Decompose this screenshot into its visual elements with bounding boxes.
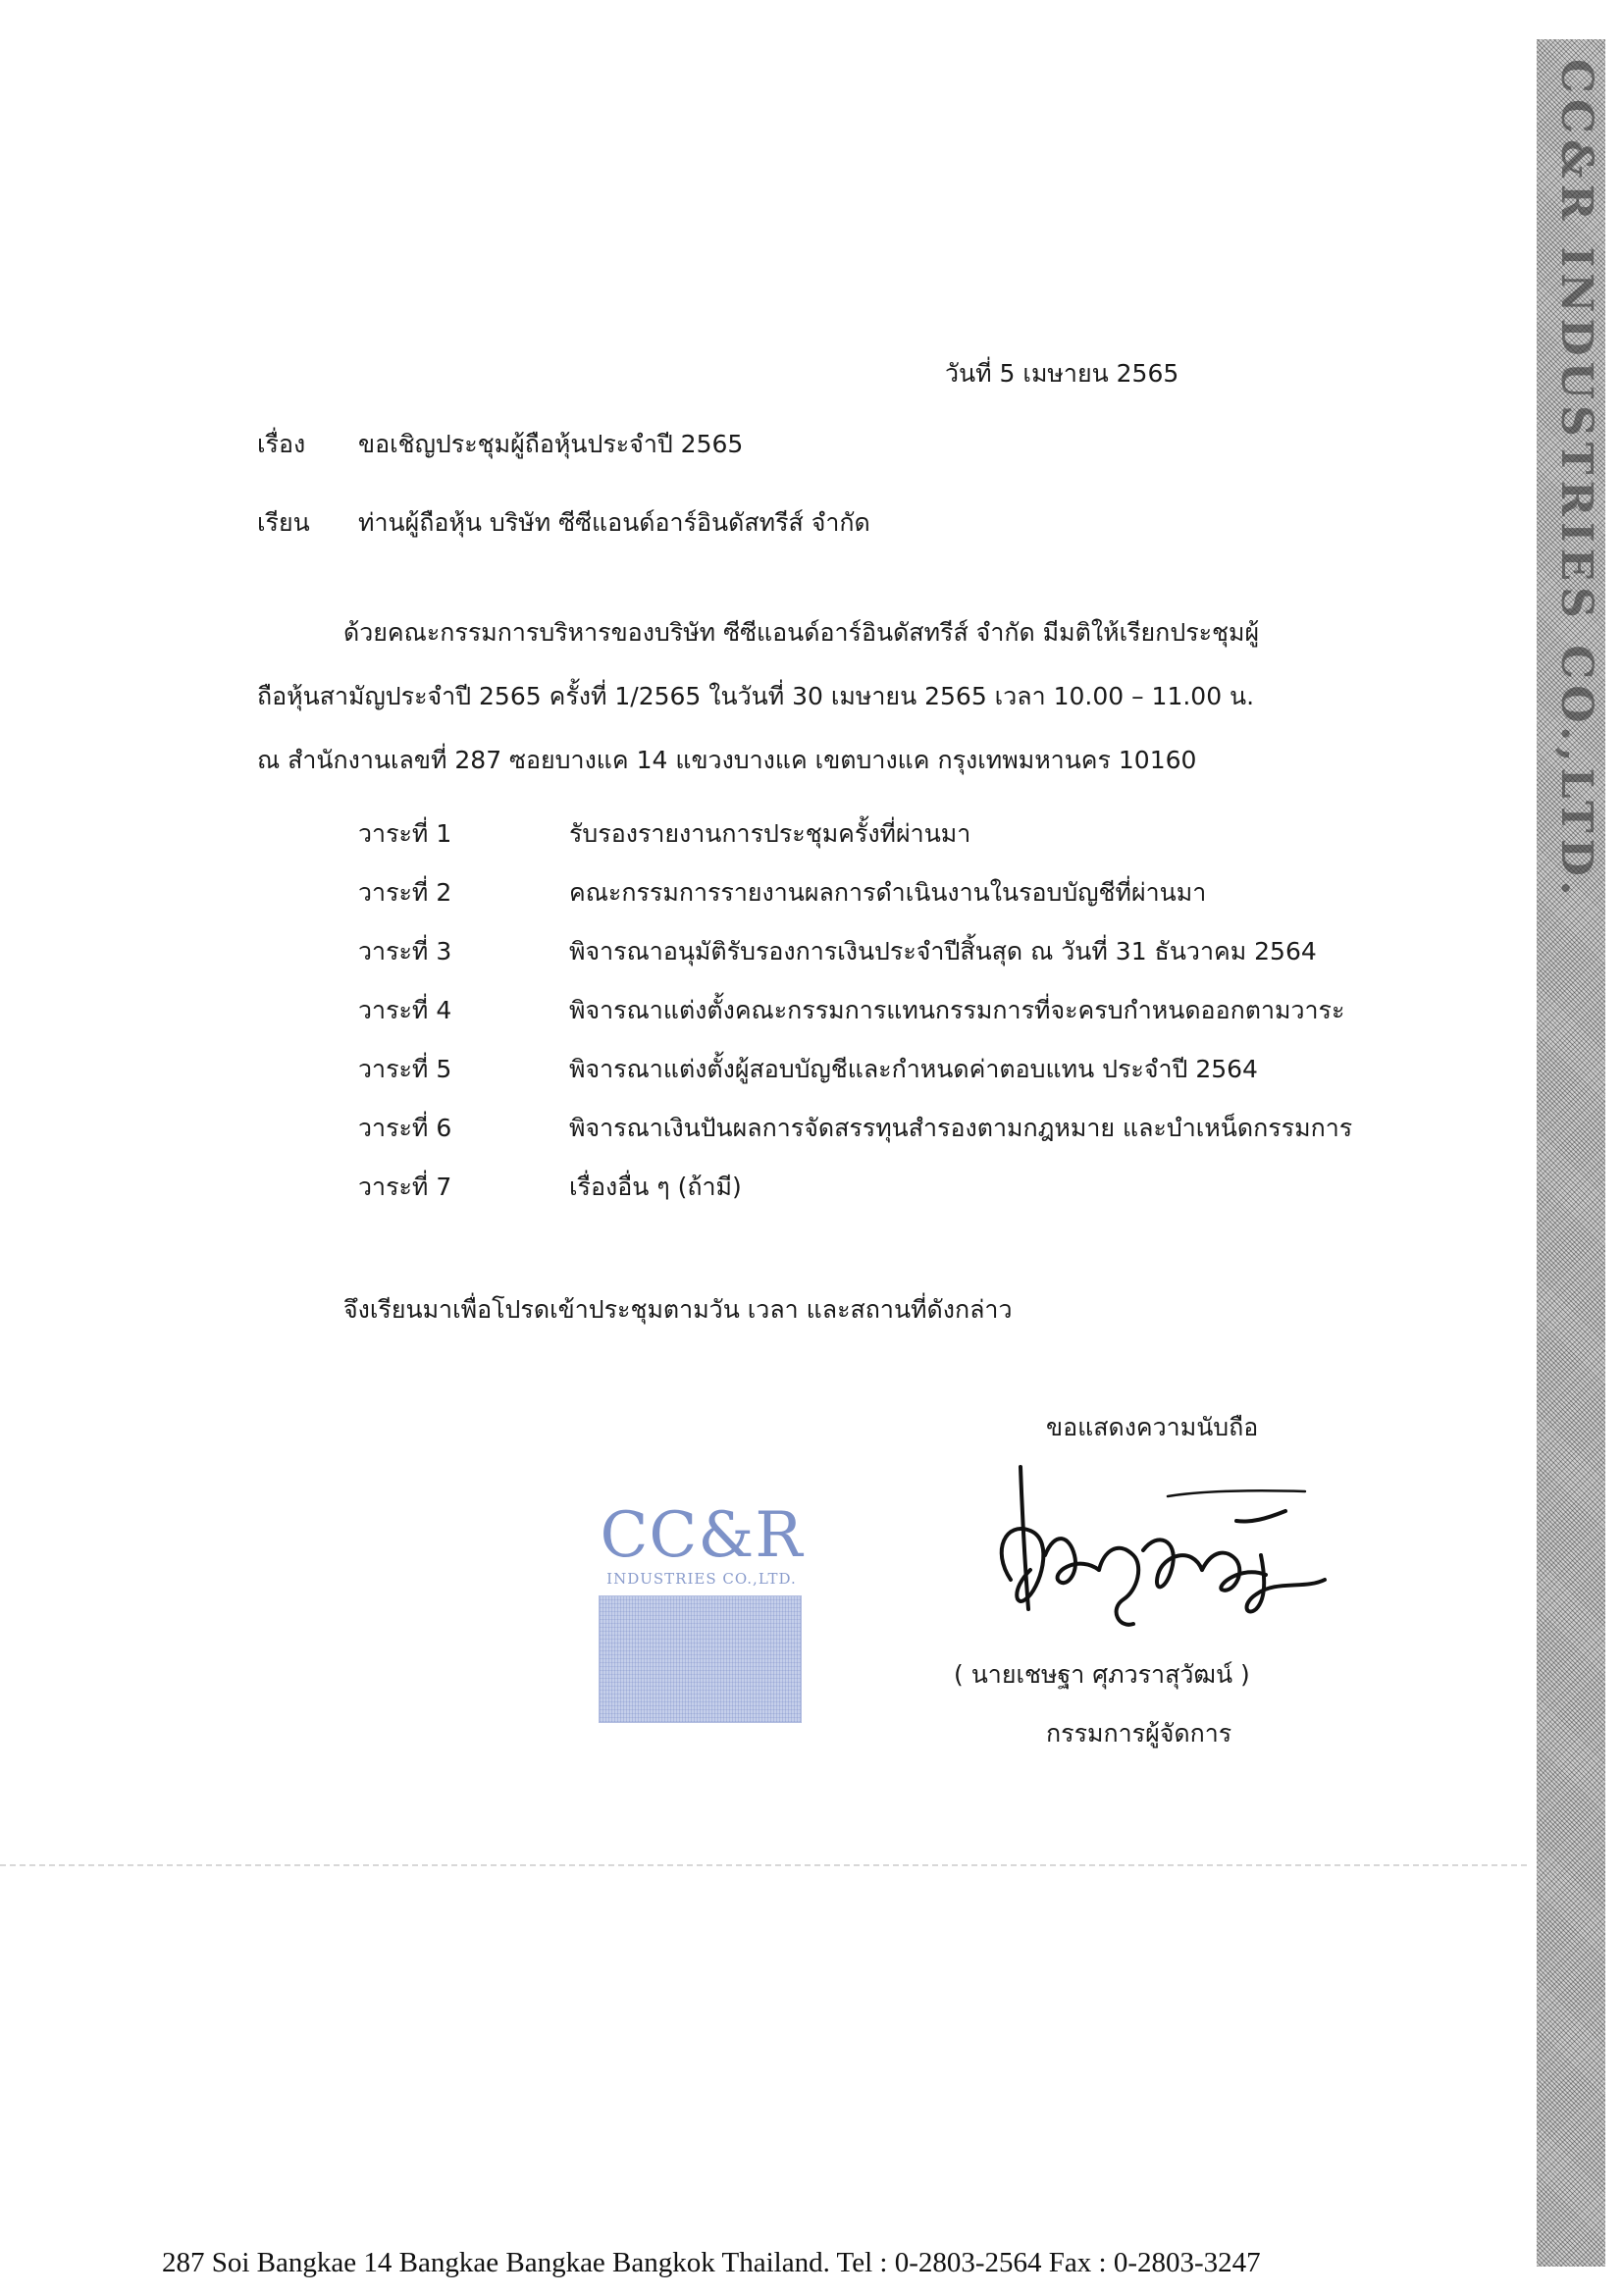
agenda-item xyxy=(358,991,1487,1050)
agenda-text: เรื่องอื่น ๆ (ถ้ามี) xyxy=(569,1173,742,1201)
agenda-text: พิจารณาเงินปันผลการจัดสรรทุนสำรองตามกฎหมาย และบำเหน็ดกรรมการ xyxy=(569,1114,1353,1142)
side-strip-text: CC&R INDUSTRIES CO.,LTD. xyxy=(1551,59,1601,902)
recipient-text: ท่านผู้ถือหุ้น บริษัท ซีซีแอนด์อาร์อินดัสทรีส์ จำกัด xyxy=(358,508,870,537)
agenda-item xyxy=(358,932,1487,991)
agenda-number: วาระที่ 2 xyxy=(358,878,452,907)
stamp-seal-area xyxy=(599,1595,802,1723)
agenda-text: พิจารณาอนุมัติรับรองการเงินประจำปีสิ้นสุด ณ วันที่ 31 ธันวาคม 2564 xyxy=(569,937,1317,965)
company-stamp xyxy=(594,1501,810,1722)
regards-text: ขอแสดงความนับถือ xyxy=(1046,1413,1259,1441)
agenda-text: พิจารณาแต่งตั้งผู้สอบบัญชีและกำหนดค่าตอบแทน ประจำปี 2564 xyxy=(569,1055,1258,1083)
body-line-2: ถือหุ้นสามัญประจำปี 2565 ครั้งที่ 1/2565 ในวันที่ 30 เมษายน 2565 เวลา 10.00 – 11.00 น. xyxy=(257,682,1255,710)
agenda-item xyxy=(358,1109,1487,1168)
recipient-label: เรียน xyxy=(257,508,310,537)
body-line-3: ณ สำนักงานเลขที่ 287 ซอยบางแค 14 แขวงบางแค เขตบางแค กรุงเทพมหานคร 10160 xyxy=(257,746,1197,774)
date-line: วันที่ 5 เมษายน 2565 xyxy=(945,359,1179,388)
handwritten-signature xyxy=(971,1462,1344,1658)
agenda-item xyxy=(358,1168,1487,1226)
agenda-list xyxy=(358,814,1487,1226)
closing-sentence: จึงเรียนมาเพื่อโปรดเข้าประชุมตามวัน เวลา และสถานที่ดังกล่าว xyxy=(343,1295,1013,1324)
subject-label: เรื่อง xyxy=(257,430,306,458)
footer-address: 287 Soi Bangkae 14 Bangkae Bangkae Bangkok Thailand. Tel : 0-2803-2564 Fax : 0-2803-3247 xyxy=(162,2247,1261,2278)
agenda-item xyxy=(358,1050,1487,1109)
agenda-item xyxy=(358,814,1487,873)
stamp-logo-text: CC&R xyxy=(600,1499,804,1572)
body-paragraph xyxy=(257,600,1466,792)
signer-name: ( นายเชษฐา ศุภวราสุวัฒน์ ) xyxy=(954,1660,1250,1689)
signer-title: กรรมการผู้จัดการ xyxy=(1046,1719,1232,1748)
agenda-text: รับรองรายงานการประชุมครั้งที่ผ่านมา xyxy=(569,819,971,848)
body-line-1: ด้วยคณะกรรมการบริหารของบริษัท ซีซีแอนด์อาร์อินดัสทรีส์ จำกัด มีมติให้เรียกประชุมผู้ xyxy=(343,618,1260,647)
agenda-text: พิจารณาแต่งตั้งคณะกรรมการแทนกรรมการที่จะครบกำหนดออกตามวาระ xyxy=(569,996,1345,1024)
agenda-number: วาระที่ 1 xyxy=(358,819,452,848)
agenda-number: วาระที่ 3 xyxy=(358,937,452,965)
scan-artifact-line xyxy=(0,1864,1531,1866)
agenda-number: วาระที่ 6 xyxy=(358,1114,452,1142)
stamp-subtitle: INDUSTRIES CO.,LTD. xyxy=(606,1570,797,1588)
subject-text: ขอเชิญประชุมผู้ถือหุ้นประจำปี 2565 xyxy=(358,430,744,458)
agenda-number: วาระที่ 7 xyxy=(358,1173,452,1201)
agenda-number: วาระที่ 4 xyxy=(358,996,452,1024)
agenda-text: คณะกรรมการรายงานผลการดำเนินงานในรอบบัญชีที่ผ่านมา xyxy=(569,878,1207,907)
agenda-item xyxy=(358,873,1487,932)
agenda-number: วาระที่ 5 xyxy=(358,1055,452,1083)
